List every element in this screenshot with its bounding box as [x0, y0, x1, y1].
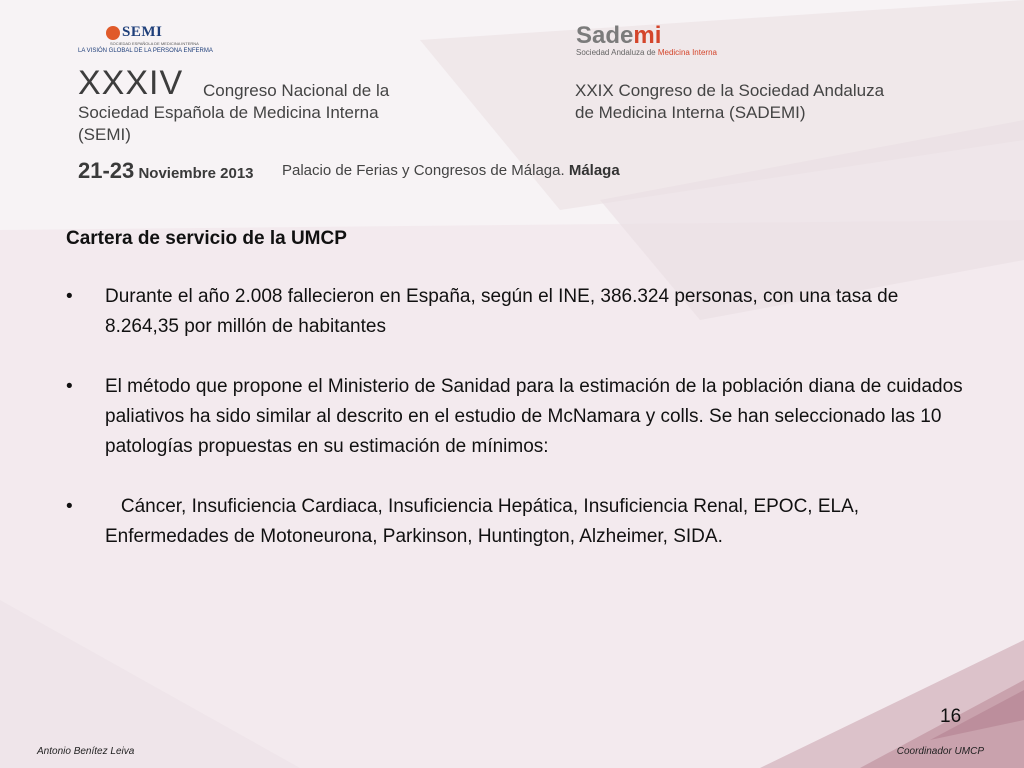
bullet-text: Cáncer, Insuficiencia Cardiaca, Insuficiencia Hepática, Insuficiencia Renal, EPOC, ELA, Enfermedades de Motoneurona, Parkinson, Huntington, Alzheimer, SIDA. — [105, 496, 865, 547]
bullet-text: Durante el año 2.008 fallecieron en España, según el INE, 386.324 personas, con una tasa de 8.264,35 por millón de habitantes — [105, 286, 899, 337]
semi-logo-mark — [106, 26, 120, 40]
congress-venue — [282, 162, 620, 179]
bullet-text: El método que propone el Ministerio de Sanidad para la estimación de la población diana de cuidados paliativos ha sido similar al descrito en el estudio de McNamara y colls. Se han seleccionado las 10 patologías propuestas en su estimación de mínimos: — [105, 376, 963, 457]
bullet-icon: • — [66, 286, 73, 307]
footer-author: Antonio Benítez Leiva — [37, 746, 135, 757]
footer-role: Coordinador UMCP — [896, 746, 984, 757]
sademi-logo-name-b: mi — [633, 22, 662, 49]
sademi-logo-name-a: Sade — [576, 22, 634, 49]
venue-city: Málaga — [568, 162, 620, 179]
page-number: 16 — [940, 706, 962, 727]
sademi-logo — [576, 22, 736, 58]
congress2-line1: XXIX Congreso de la Sociedad Andaluza — [575, 81, 885, 100]
semi-logo — [78, 24, 218, 60]
slide-title: Cartera de servicio de la UMCP — [66, 228, 347, 249]
bullet-icon: • — [66, 376, 73, 397]
dates-month: Noviembre 2013 — [134, 165, 254, 182]
dates-days: 21-23 — [78, 158, 135, 183]
semi-logo-name: SEMI — [122, 24, 163, 40]
sademi-subline-a: Sociedad Andaluza de — [576, 48, 658, 57]
congress-dates — [78, 158, 254, 184]
semi-logo-tagline: LA VISIÓN GLOBAL DE LA PERSONA ENFERMA — [78, 48, 213, 54]
bullet-item — [66, 372, 966, 462]
congress2-line2: de Medicina Interna (SADEMI) — [575, 103, 806, 122]
venue-text: Palacio de Ferias y Congresos de Málaga. — [282, 162, 569, 179]
bullet-item — [66, 492, 966, 552]
sademi-subline-b: Medicina Interna — [657, 48, 717, 57]
sademi-logo-subline — [576, 48, 717, 57]
congress1-line2: Sociedad Española de Medicina Interna — [78, 103, 379, 122]
congress-number: XXXIV — [78, 64, 184, 102]
bullet-icon: • — [66, 496, 73, 517]
bullet-item — [66, 282, 966, 342]
congress1-line3: (SEMI) — [78, 125, 131, 144]
slide-content — [66, 224, 966, 582]
congress1-line1: Congreso Nacional de la — [203, 81, 390, 100]
semi-logo-subline: SOCIEDAD ESPAÑOLA DE MEDICINA INTERNA — [110, 41, 199, 46]
